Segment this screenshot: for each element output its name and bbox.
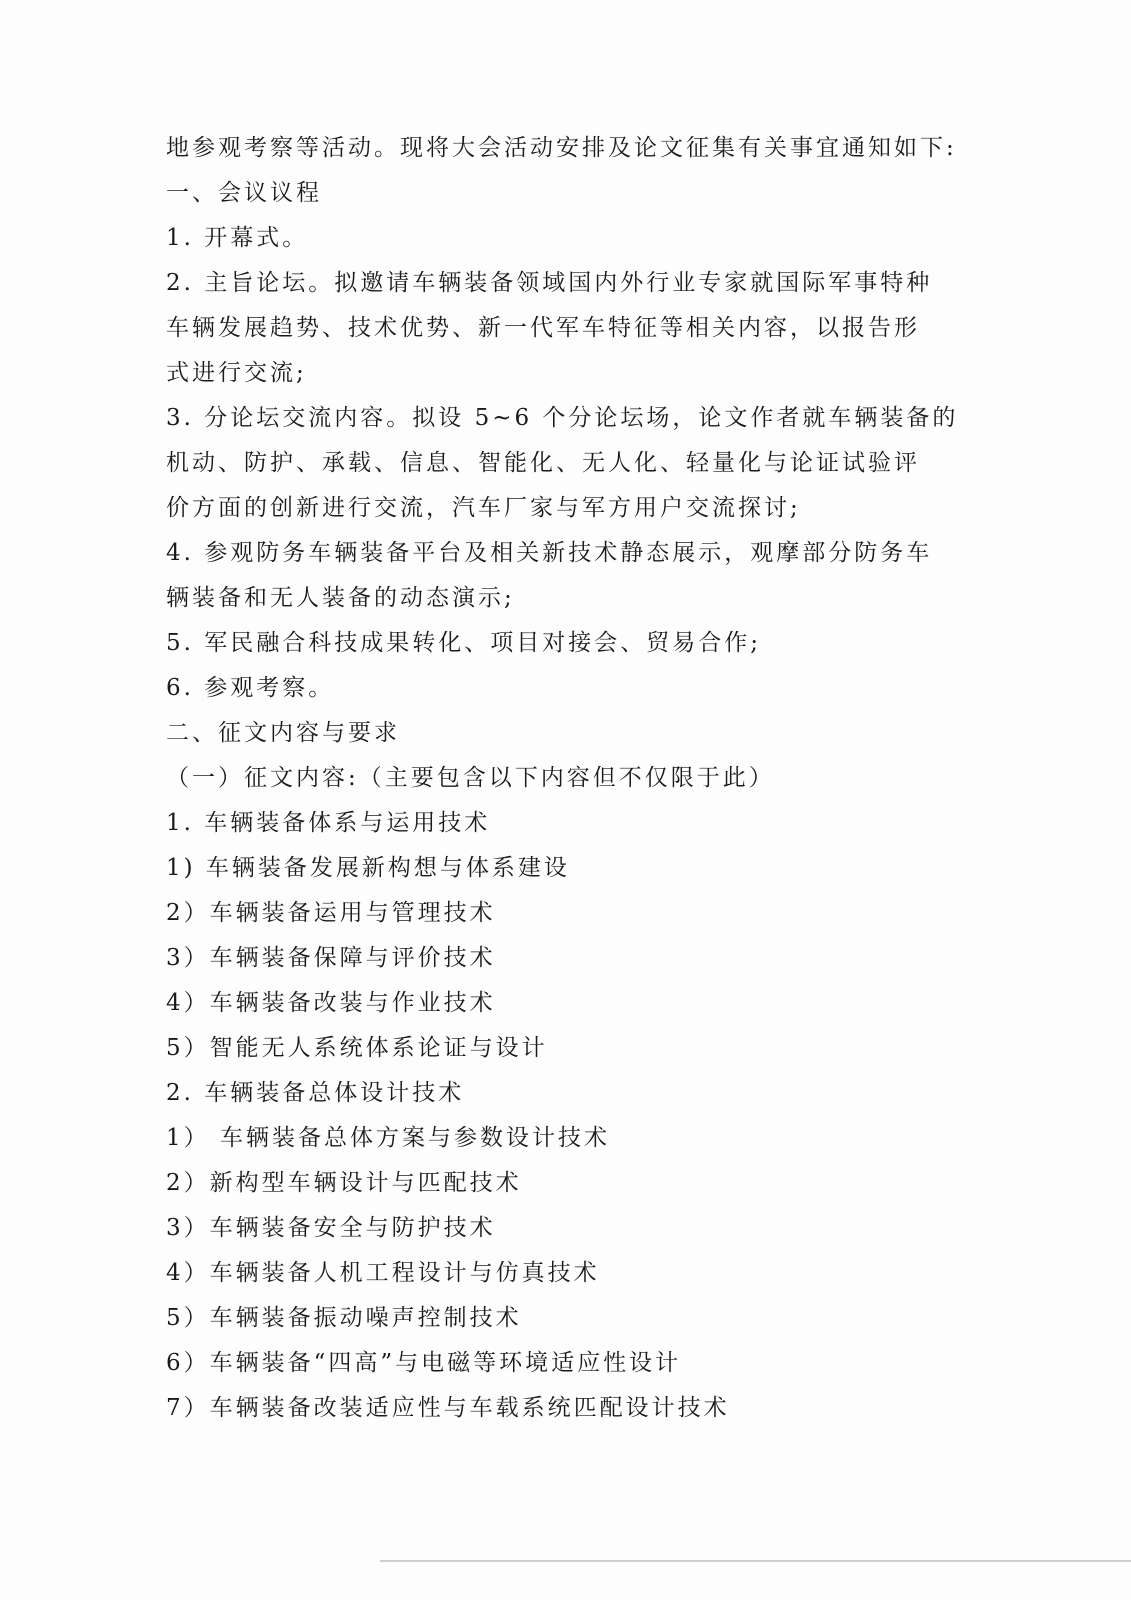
list-item: 4. 参观防务车辆装备平台及相关新技术静态展示，观摩部分防务车 [166, 540, 933, 566]
list-item: 5）智能无人系统体系论证与设计 [166, 1035, 548, 1061]
scan-edge-divider [380, 1560, 1131, 1562]
text-line: 价方面的创新进行交流，汽车厂家与军方用户交流探讨; [166, 495, 801, 521]
text-line: 机动、防护、承载、信息、智能化、无人化、轻量化与论证试验评 [166, 450, 920, 476]
list-item: 3）车辆装备保障与评价技术 [166, 945, 496, 971]
list-item: 4）车辆装备人机工程设计与仿真技术 [166, 1260, 600, 1286]
text-line: 辆装备和无人装备的动态演示; [166, 585, 515, 611]
list-item: 4）车辆装备改装与作业技术 [166, 990, 496, 1016]
list-item: 5）车辆装备振动噪声控制技术 [166, 1305, 522, 1331]
list-item: 6）车辆装备“四高”与电磁等环境适应性设计 [166, 1350, 682, 1376]
text-line: 式进行交流; [166, 360, 307, 386]
list-item: 2. 主旨论坛。拟邀请车辆装备领域国内外行业专家就国际军事特种 [166, 270, 933, 296]
topic-heading: 1. 车辆装备体系与运用技术 [166, 810, 491, 836]
topic-heading: 2. 车辆装备总体设计技术 [166, 1080, 465, 1106]
list-item: 1. 开幕式。 [166, 225, 309, 251]
list-item: 7）车辆装备改装适应性与车载系统匹配设计技术 [166, 1395, 730, 1421]
text-line: 车辆发展趋势、技术优势、新一代军车特征等相关内容，以报告形 [166, 315, 920, 341]
document-body [166, 126, 966, 1431]
list-item: 2）新构型车辆设计与匹配技术 [166, 1170, 522, 1196]
list-item: 2）车辆装备运用与管理技术 [166, 900, 496, 926]
list-item: 6. 参观考察。 [166, 675, 335, 701]
subsection-heading: （一）征文内容:（主要包含以下内容但不仅限于此） [166, 765, 775, 791]
list-item: 3. 分论坛交流内容。拟设 5~6 个分论坛场，论文作者就车辆装备的 [166, 405, 959, 431]
list-item: 1） 车辆装备总体方案与参数设计技术 [166, 1125, 610, 1151]
text-line: 地参观考察等活动。现将大会活动安排及论文征集有关事宜通知如下: [166, 135, 957, 161]
list-item: 1) 车辆装备发展新构想与体系建设 [166, 855, 570, 881]
list-item: 5. 军民融合科技成果转化、项目对接会、贸易合作; [166, 630, 762, 656]
section-heading: 二、征文内容与要求 [166, 720, 400, 746]
section-heading: 一、会议议程 [166, 180, 322, 206]
list-item: 3）车辆装备安全与防护技术 [166, 1215, 496, 1241]
